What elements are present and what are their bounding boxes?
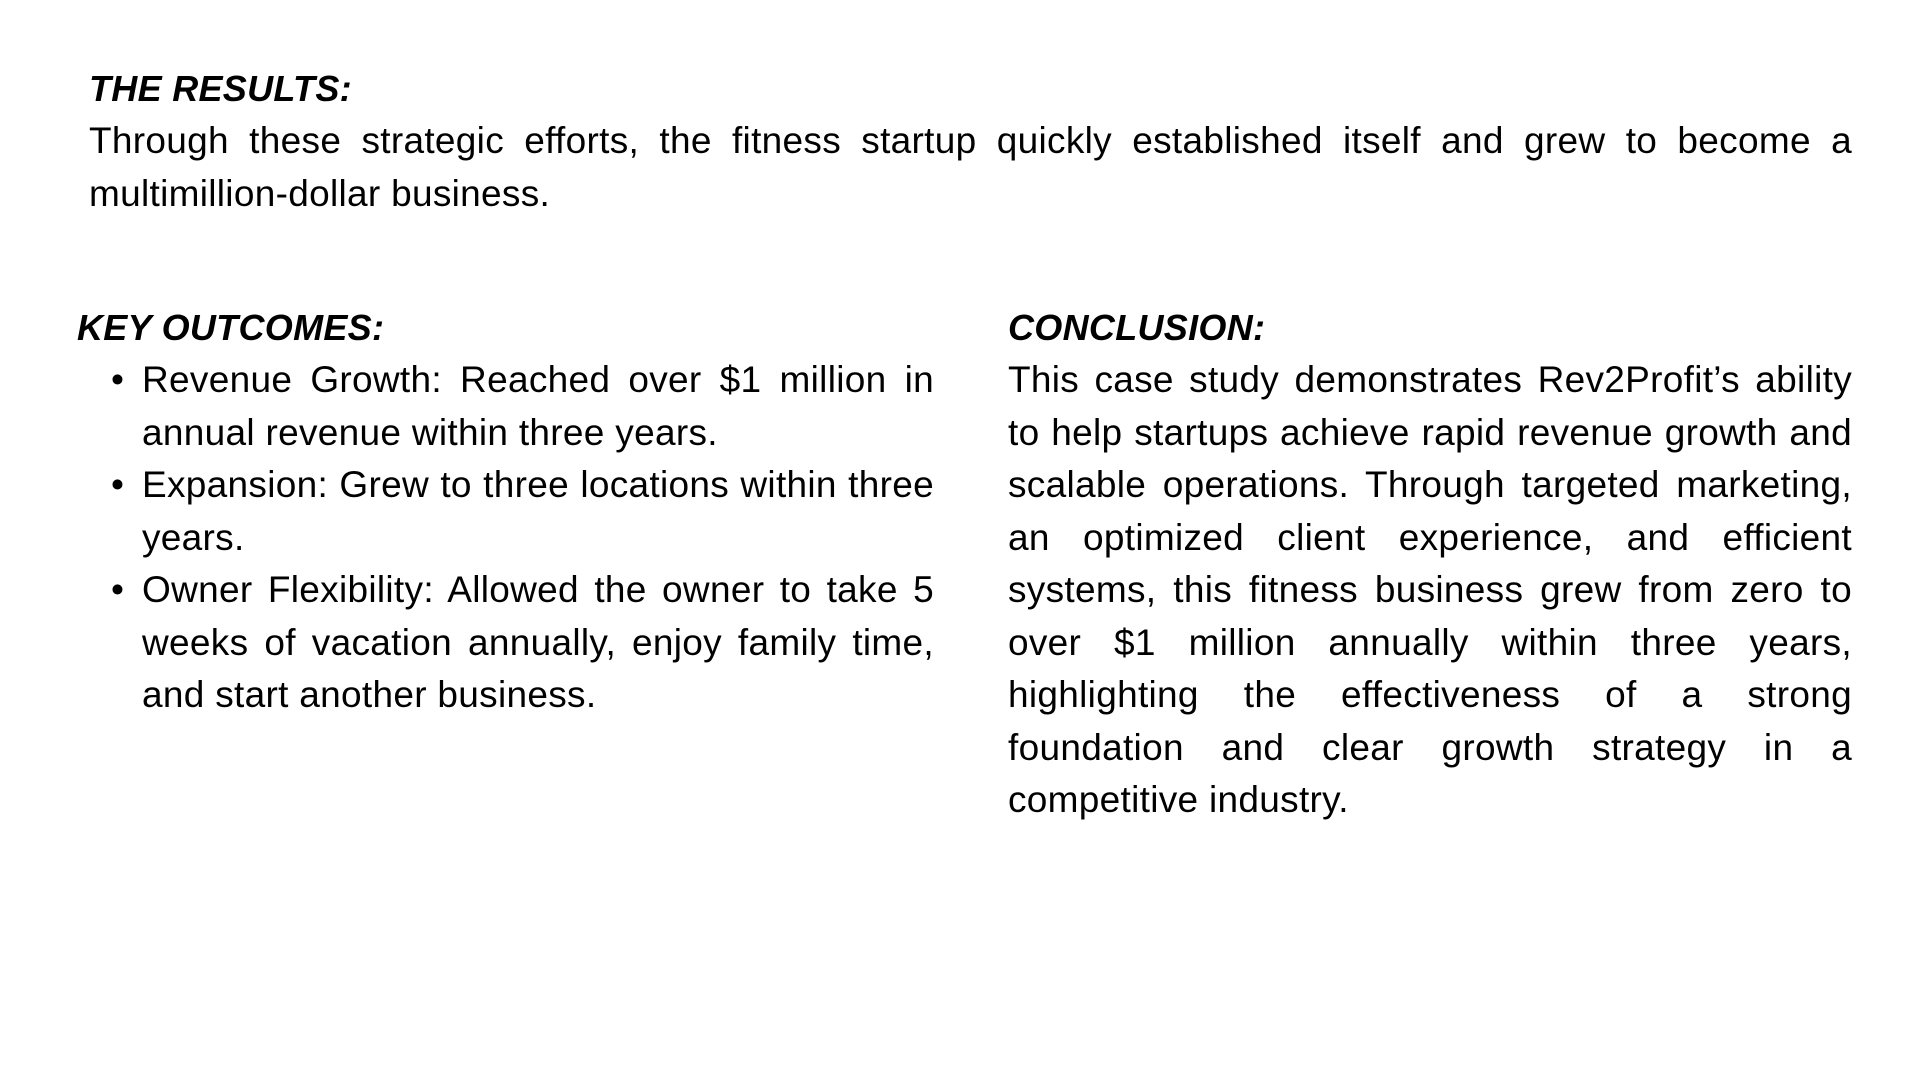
conclusion-section — [1008, 302, 1852, 827]
key-outcomes-list — [77, 354, 934, 722]
conclusion-body: This case study demonstrates Rev2Profit’s ability to help startups achieve rapid revenue growth and scalable operations. Through targeted marketing, an optimized client experience, and efficient systems, this fitness business grew from zero to over $1 million annually within three years, highlighting the effectiveness of a strong foundation and clear growth strategy in a competitive industry. — [1008, 359, 1852, 820]
key-outcomes-section — [77, 302, 934, 722]
key-outcomes-heading: KEY OUTCOMES: — [77, 307, 385, 348]
results-section — [89, 63, 1852, 220]
outcome-revenue-growth: Revenue Growth: Reached over $1 million in annual revenue within three years. — [142, 359, 934, 453]
results-heading: THE RESULTS: — [89, 68, 352, 109]
outcome-expansion: Expansion: Grew to three locations within three years. — [142, 464, 934, 558]
list-item — [77, 564, 934, 722]
outcome-owner-flexibility: Owner Flexibility: Allowed the owner to take 5 weeks of vacation annually, enjoy family time, and start another business. — [142, 569, 934, 715]
list-item — [77, 354, 934, 459]
bullet-icon: • — [111, 359, 125, 400]
conclusion-heading: CONCLUSION: — [1008, 307, 1266, 348]
bullet-icon: • — [111, 464, 125, 505]
results-body: Through these strategic efforts, the fitness startup quickly established itself and grew to become a multimillion-dollar business. — [89, 120, 1852, 214]
bullet-icon: • — [111, 569, 125, 610]
list-item — [77, 459, 934, 564]
